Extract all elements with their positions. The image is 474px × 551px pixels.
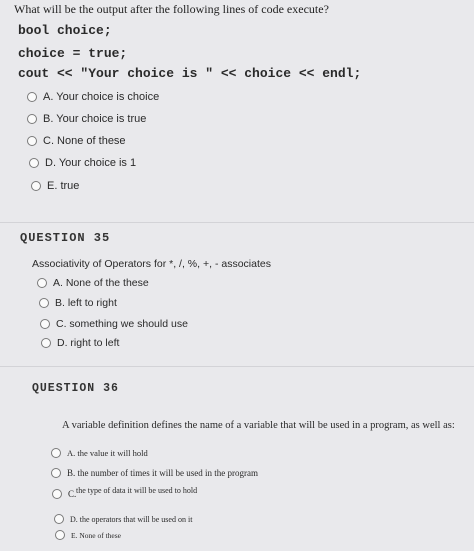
option-label: D. Your choice is 1	[45, 157, 137, 169]
radio-button[interactable]	[41, 338, 51, 348]
section-divider	[0, 222, 474, 223]
q36-option-e[interactable]	[55, 530, 121, 540]
option-label: E. true	[47, 180, 80, 192]
q35-option-d[interactable]	[41, 337, 119, 349]
option-label: D. right to left	[57, 337, 120, 349]
question-36-text: A variable definition defines the name of a variable that will be used in a program, as well as:	[62, 420, 455, 431]
code-line-1: bool choice;	[18, 23, 112, 38]
option-label: A. the value it will hold	[67, 448, 148, 458]
option-label: C. something we should use	[56, 318, 188, 330]
question-35-text: Associativity of Operators for *, /, %, +, - associates	[32, 258, 271, 270]
option-label: C.	[68, 489, 77, 499]
radio-button[interactable]	[52, 489, 62, 499]
radio-button[interactable]	[51, 468, 61, 478]
question-34-text: What will be the output after the following lines of code execute?	[14, 2, 329, 16]
radio-button[interactable]	[55, 530, 65, 540]
q36-option-d[interactable]	[54, 514, 192, 524]
option-label: A. None of the these	[53, 277, 149, 289]
q36-option-c[interactable]	[52, 489, 76, 499]
q34-option-b[interactable]	[27, 113, 146, 125]
radio-button[interactable]	[54, 514, 64, 524]
q36-option-b[interactable]	[51, 468, 258, 478]
option-label: E. None of these	[71, 530, 121, 540]
code-line-3: cout << "Your choice is " << choice << endl;	[18, 66, 362, 81]
radio-button[interactable]	[39, 298, 49, 308]
q34-option-d[interactable]	[29, 157, 136, 169]
option-label: C. None of these	[43, 135, 126, 147]
radio-button[interactable]	[40, 319, 50, 329]
option-label: A. Your choice is choice	[43, 91, 160, 103]
radio-button[interactable]	[31, 181, 41, 191]
question-35-heading: QUESTION 35	[20, 231, 111, 245]
option-label: D. the operators that will be used on it	[70, 514, 193, 524]
q35-option-a[interactable]	[37, 277, 149, 289]
code-line-2: choice = true;	[18, 46, 128, 61]
q35-option-c[interactable]	[40, 318, 188, 330]
option-label: B. the number of times it will be used in the program	[67, 468, 258, 478]
q34-option-a[interactable]	[27, 91, 159, 103]
q34-option-c[interactable]	[27, 135, 126, 147]
q36-option-a[interactable]	[51, 448, 148, 458]
section-divider	[0, 366, 474, 367]
radio-button[interactable]	[27, 136, 37, 146]
radio-button[interactable]	[37, 278, 47, 288]
q34-option-e[interactable]	[31, 180, 79, 192]
q36-option-c-text: the type of data it will be used to hold	[76, 486, 198, 495]
question-36-heading: QUESTION 36	[32, 382, 119, 395]
radio-button[interactable]	[29, 158, 39, 168]
radio-button[interactable]	[27, 114, 37, 124]
option-label: B. left to right	[55, 297, 117, 309]
radio-button[interactable]	[51, 448, 61, 458]
radio-button[interactable]	[27, 92, 37, 102]
q35-option-b[interactable]	[39, 297, 117, 309]
option-label: B. Your choice is true	[43, 113, 147, 125]
